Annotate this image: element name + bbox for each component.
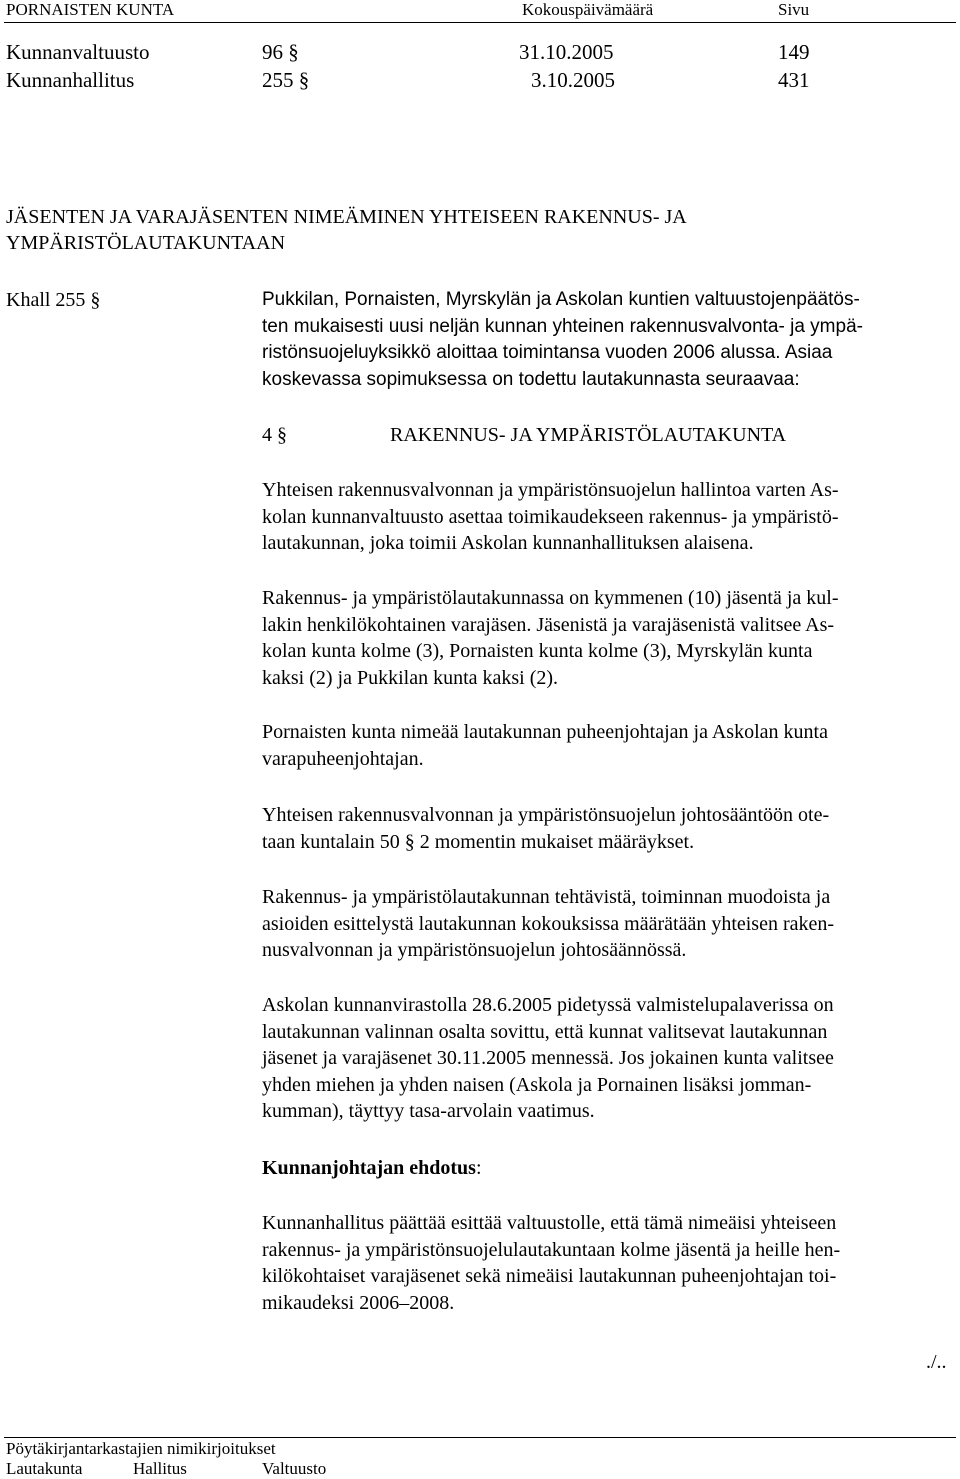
meeting-date: 31.10.2005: [519, 40, 614, 64]
footer-col-lautakunta: Lautakunta: [6, 1459, 83, 1478]
text-line: varapuheenjohtajan.: [262, 747, 424, 770]
text-line: ristönsuojeluyksikkö aloittaa toimintansa vuoden 2006 alussa. Asiaa: [262, 342, 833, 363]
text-line: lautakunnan, joka toimii Askolan kunnanhallituksen alaisena.: [262, 532, 754, 554]
text-line: nusvalvonnan ja ympäristönsuojelun johtosäännössä.: [262, 939, 687, 961]
text-line: kilökohtaiset varajäsenet sekä nimeäisi lautakunnan puheenjohtajan toi-: [262, 1265, 837, 1287]
document-title-line-1: JÄSENTEN JA VARAJÄSENTEN NIMEÄMINEN YHTEISEEN RAKENNUS- JA: [6, 206, 687, 228]
text-line: kolan kunnanvaltuusto asettaa toimikaudekseen rakennus- ja ympäristö-: [262, 505, 839, 528]
text-line: Pornaisten kunta nimeää lautakunnan puheenjohtajan ja Askolan kunta: [262, 721, 828, 743]
case-reference: Khall 255 §: [6, 289, 101, 311]
meeting-page: 149: [778, 40, 810, 64]
paragraph: [262, 585, 952, 691]
paragraph: [262, 802, 952, 855]
paragraph: [262, 477, 952, 557]
page-label: Sivu: [778, 0, 810, 19]
text-line: asioiden esittelystä lautakunnan kokouksissa määrätään yhteisen raken-: [262, 912, 835, 935]
document-title-line-2: YMPÄRISTÖLAUTAKUNTAAN: [6, 232, 286, 254]
proposal-colon: :: [475, 1157, 482, 1179]
meeting-body: Kunnanvaltuusto: [6, 40, 150, 64]
text-line: jäsenet ja varajäsenet 30.11.2005 mennessä. Jos jokainen kunta valitsee: [262, 1047, 834, 1069]
section-number: 4 §: [262, 424, 287, 446]
continued-marker: ./..: [926, 1351, 947, 1373]
text-line: kolan kunta kolme (3), Pornaisten kunta kolme (3), Myrskylän kunta: [262, 640, 813, 662]
proposal-paragraph: [262, 1210, 952, 1316]
paragraph: [262, 992, 952, 1125]
text-line: kaksi (2) ja Pukkilan kunta kaksi (2).: [262, 666, 559, 689]
proposal-label: Kunnanjohtajan ehdotus: [262, 1157, 476, 1179]
text-line: taan kuntalain 50 § 2 momentin mukaiset määräykset.: [262, 830, 695, 853]
meeting-body: Kunnanhallitus: [6, 68, 135, 92]
text-line: Askolan kunnanvirastolla 28.6.2005 pidetyssä valmistelupalaverissa on: [262, 994, 834, 1016]
meeting-date-label: Kokouspäivämäärä: [522, 0, 654, 19]
meeting-page: 431: [778, 68, 810, 92]
text-line: lautakunnan valinnan osalta sovittu, että kunnat valitsevat lautakunnan: [262, 1020, 828, 1043]
organization-name: PORNAISTEN KUNTA: [6, 0, 175, 19]
text-line: koskevassa sopimuksessa on todettu lautakunnasta seuraavaa:: [262, 368, 800, 390]
paragraph: [262, 884, 952, 964]
footer-col-hallitus: Hallitus: [133, 1459, 187, 1478]
meeting-section: 96 §: [262, 40, 299, 64]
proposal-heading: [262, 1155, 482, 1182]
intro-paragraph: [262, 287, 952, 393]
text-line: Kunnanhallitus päättää esittää valtuustolle, että tämä nimeäisi yhteiseen: [262, 1212, 837, 1234]
text-line: mikaudeksi 2006–2008.: [262, 1291, 455, 1314]
meeting-section: 255 §: [262, 68, 310, 92]
footer-title: Pöytäkirjantarkastajien nimikirjoitukset: [6, 1439, 276, 1458]
text-line: Yhteisen rakennusvalvonnan ja ympäristönsuojelun johtosääntöön ote-: [262, 804, 830, 826]
text-line: yhden miehen ja yhden naisen (Askola ja Pornainen lisäksi jomman-: [262, 1073, 812, 1096]
footer-col-valtuusto: Valtuusto: [262, 1459, 327, 1478]
text-line: lakin henkilökohtainen varajäsen. Jäsenistä ja varajäsenistä valitsee As-: [262, 613, 835, 636]
section-heading: RAKENNUS- JA YMPÄRISTÖLAUTAKUNTA: [390, 424, 787, 446]
paragraph: [262, 719, 952, 772]
text-line: Rakennus- ja ympäristölautakunnan tehtävistä, toiminnan muodoista ja: [262, 886, 831, 908]
text-line: Rakennus- ja ympäristölautakunnassa on kymmenen (10) jäsentä ja kul-: [262, 587, 839, 609]
text-line: kumman), täyttyy tasa-arvolain vaatimus.: [262, 1100, 595, 1122]
text-line: rakennus- ja ympäristönsuojelulautakuntaan kolme jäsentä ja heille hen-: [262, 1238, 841, 1261]
text-line: Pukkilan, Pornaisten, Myrskylän ja Askolan kuntien valtuustojenpäätös-: [262, 289, 860, 310]
text-line: ten mukaisesti uusi neljän kunnan yhteinen rakennusvalvonta- ja ympä-: [262, 315, 863, 337]
header-rule: [4, 22, 956, 23]
meeting-date: 3.10.2005: [531, 68, 615, 92]
footer-rule: [4, 1437, 956, 1438]
text-line: Yhteisen rakennusvalvonnan ja ympäristönsuojelun hallintoa varten As-: [262, 479, 839, 501]
